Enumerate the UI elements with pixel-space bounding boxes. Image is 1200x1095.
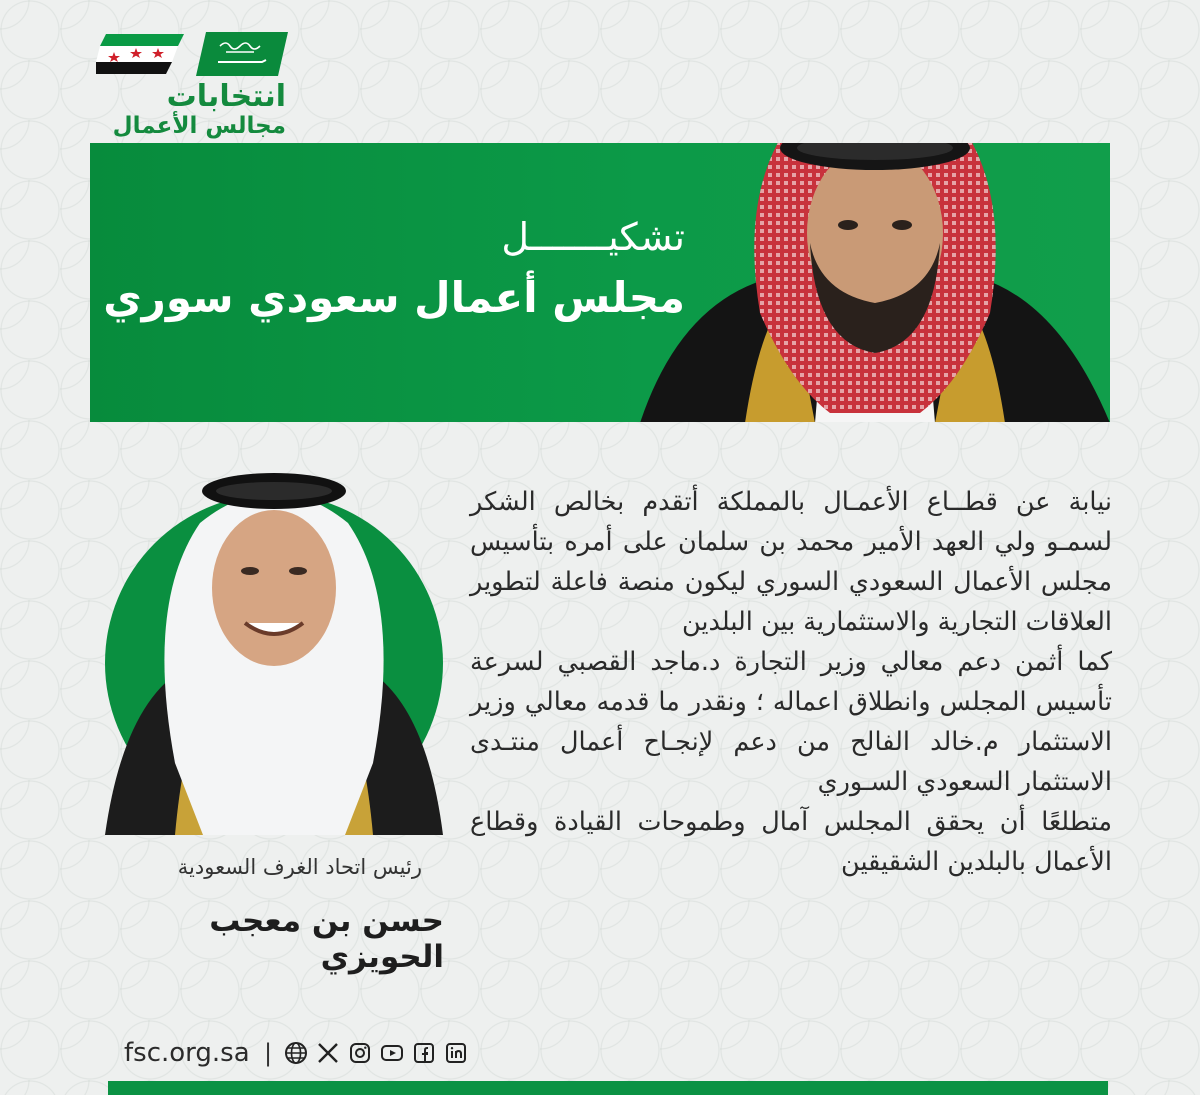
logo-subtitle: مجالس الأعمال — [112, 113, 286, 139]
footer-accent-bar — [108, 1081, 1108, 1095]
x-icon[interactable] — [316, 1041, 340, 1065]
linkedin-icon[interactable] — [444, 1041, 468, 1065]
globe-icon[interactable] — [284, 1041, 308, 1065]
statement-paragraph-2: كما أثمن دعم معالي وزير التجارة د.ماجد القصبي لسرعة تأسيس المجلس وانطلاق اعماله ؛ ونقدر ما قدمه معالي وزير الاستثمار م.خالد الفالح من دعم لإنجـاح أعمال منتـدى الاستثمار السعودي السـوري — [470, 647, 1112, 797]
statement-text — [470, 482, 1112, 882]
youtube-icon[interactable] — [380, 1041, 404, 1065]
chairman-name: حسن بن معجب الحويزي — [209, 903, 444, 975]
saudi-flag-icon — [196, 30, 288, 78]
facebook-icon[interactable] — [412, 1041, 436, 1065]
chairman-portrait — [105, 463, 443, 835]
statement-paragraph-1: نيابة عن قطــاع الأعمـال بالمملكة أتقدم بخالص الشكر لسمـو ولي العهد الأمير محمد بن سلمان على أمره بتأسيس مجلس الأعمال السعودي السوري ليكون منصة فاعلة لتطوير العلاقات التجارية والاستثمارية بين البلدين — [470, 487, 1112, 637]
banner-title-line2: مجلس أعمال سعودي سوري — [103, 273, 685, 322]
banner-title-line1: تشكيـــــــل — [501, 215, 685, 259]
instagram-icon[interactable] — [348, 1041, 372, 1065]
syria-flag-icon — [96, 30, 188, 78]
elections-logo — [92, 30, 292, 140]
logo-title: انتخابات — [166, 79, 286, 114]
social-icons — [284, 1041, 468, 1065]
website-link[interactable]: fsc.org.sa — [124, 1038, 250, 1068]
footer-separator: | — [264, 1039, 273, 1067]
crown-prince-portrait — [640, 143, 1110, 422]
statement-paragraph-3: متطلعًا أن يحقق المجلس آمال وطموحات القيادة وقطاع الأعمال بالبلدين الشقيقين — [470, 807, 1112, 877]
hero-banner — [90, 143, 1110, 422]
chairman-title: رئيس اتحاد الغرف السعودية — [177, 855, 422, 879]
